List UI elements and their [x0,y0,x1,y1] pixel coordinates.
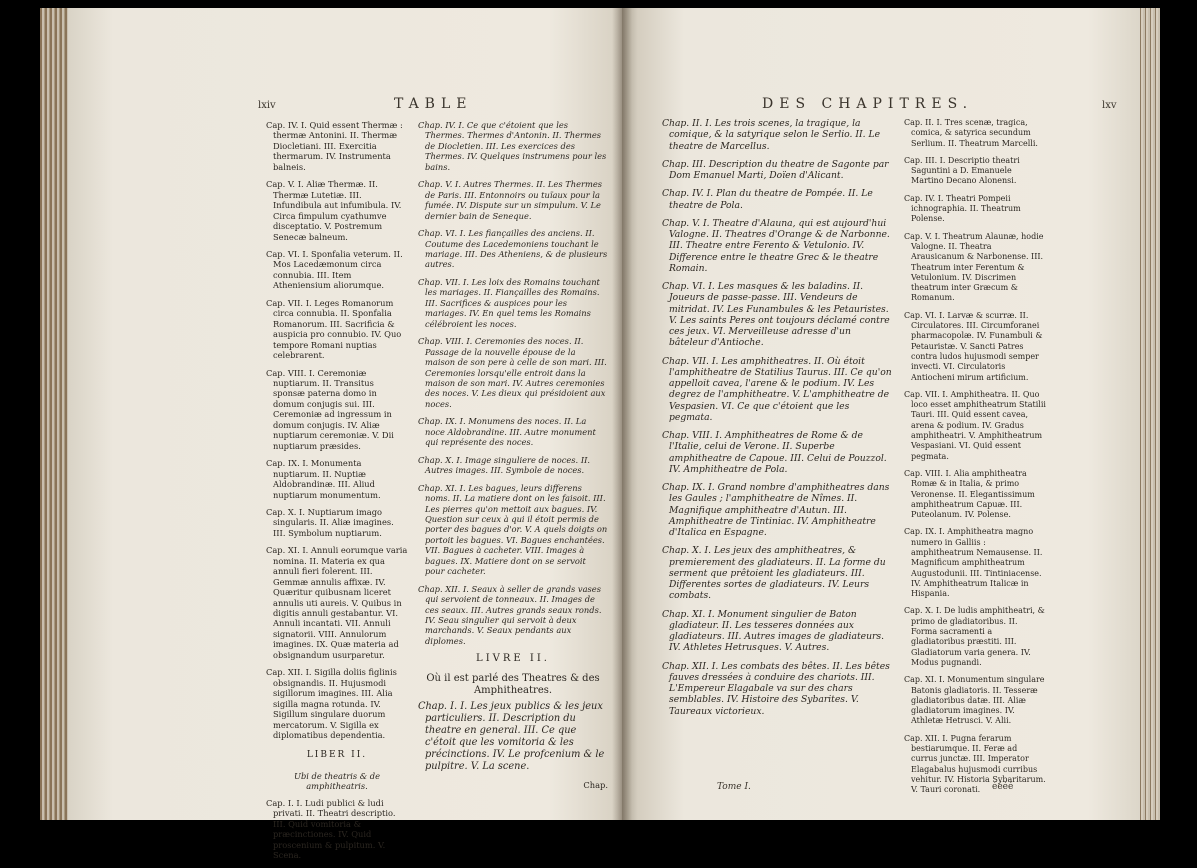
left-latin-entry: Cap. VII. I. Leges Romanorum circa connubia. II. Sponfalia Romanorum. III. Sacrificia & auspicia pro connubio. IV. Quo tempore Romani nuptias celebrarent. [266,297,402,361]
right-latin-entry: Cap. V. I. Theatrum Alaunæ, hodie Valogne. II. Theatra Arausicanum & Narbonense. III. Theatrum inter Ferentum & Vetulonium. IV. Discrimen theatrum inter Græcum & Romanum. [904,231,1044,303]
left-french-entry: Chap. VI. I. Les fiançailles des anciens. II. Coutume des Lacedemoniens touchant le mariage. III. Des Atheniens, & de plusieurs autres. [418,228,608,270]
right-latin-entry: Cap. II. I. Tres scenæ, tragica, comica, & satyrica secundum Serlium. II. Theatrum Marcelli. [904,118,1038,148]
left-french-entry: Chap. VII. I. Les loix des Romains touchant les mariages. II. Fiançailles des Romains. III. Sacrifices & auspices pour les mariages. IV. En quel tems les Romains célébroient les noces. [418,276,600,329]
right-latin-entry: Cap. VIII. I. Alia amphitheatra Romæ & in Italia, & primo Veronense. II. Elegantissimum amphitheatrum Capuæ. III. Puteolanum. IV. Polense. [904,468,1035,520]
left-french-entry: Chap. I. I. Les jeux publics & les jeux particuliers. II. Description du theatre en general. III. Ce que c'étoit que les vomitoria & les précinctions. IV. Le profcenium & le pulpitre. V. La scene. [418,700,605,772]
right-running-title: DES CHAPITRES. [762,96,974,112]
left-latin-column [266,120,408,868]
left-french-entry: Chap. XI. I. Les bagues, leurs differens noms. II. La matiere dont on les faisoit. III. Les pierres qu'on mettoit aux bagues. IV. Question sur ceux à qui il étoit permis de porter des bagues d'or. V. A quels doigts on portoit les bagues. VI. Bagues enchantées. VII. Bagues à cacheter. VIII. Images à bagues. IX. Matiere dont on se servoit pour cacheter. [418,482,608,577]
right-french-column [662,118,892,724]
right-french-entry: Chap. XII. I. Les combats des bêtes. II. Les bêtes fauves dressées à conduire des chariots. III. L'Empereur Elagabale va sur des chars semblables. IV. Histoire des Sybarites. V. Taureaux victorieux. [662,660,890,717]
right-latin-entry: Cap. IV. I. Theatri Pompeii ichnographia. II. Theatrum Polense. [904,193,1021,224]
right-page-edges [1138,8,1160,820]
tome-label: Tome I. [717,782,751,792]
livre-subheading: Où il est parlé des Theatres & des Amphitheatres. [426,672,600,696]
left-french-entry: Chap. X. I. Image singuliere de noces. II. Autres images. III. Symbole de noces. [418,454,591,476]
left-french-entry: Chap. IX. I. Monumens des noces. II. La noce Aldobrandine. III. Autre monument qui représente des noces. [418,416,596,448]
left-latin-entry: Cap. V. I. Aliæ Thermæ. II. Thermæ Lutetiæ. III. Infundibula aut infumibula. IV. Circa fimpulum cyathumve disceptatio. V. Postremum Senecæ balneum. [266,179,402,242]
left-latin-entry: Cap. I. I. Ludi publici & ludi privati. II. Theatri descriptio. III. Quid vomitoria & præcinctiones. IV. Quid proscenium & pulpitum. V. Scena. [266,797,396,861]
right-french-entry: Chap. VII. I. Les amphitheatres. II. Où étoit l'amphitheatre de Statilius Taurus. III. Ce qu'on appelloit cavea, l'arene & le podium. IV. Les degrez de l'amphitheatre. V. L'amphitheatre de Vespasien. VI. Ce que c'étoient que les pegmata. [662,355,892,423]
right-french-entry: Chap. XI. I. Monument singulier de Baton gladiateur. II. Les tesseres données aux gladiateurs. III. Autres images de gladiateurs. IV. Athletes Hetrusques. V. Autres. [662,608,885,654]
left-french-entry: Chap. V. I. Autres Thermes. II. Les Thermes de Paris. III. Entonnoirs ou tuïaux pour la fumée. IV. Dispute sur un simpulum. V. Le dernier bain de Seneque. [418,179,603,221]
right-latin-entry: Cap. XI. I. Monumentum singulare Batonis gladiatoris. II. Tesseræ gladiatoribus datæ. III. Aliæ gladiatorum imagines. IV. Athletæ Hetrusci. V. Alii. [904,675,1045,726]
left-french-column [418,120,608,790]
right-latin-entry: Cap. XII. I. Pugna ferarum bestiarumque. II. Feræ ad currus junctæ. III. Imperator Elagabalus hujusmodi curribus vehitur. IV. Historia Sybaritarum. V. Tauri coronati. [904,733,1046,795]
right-latin-column [904,118,1046,803]
right-french-entry: Chap. V. I. Theatre d'Alauna, qui est aujourd'hui Valogne. II. Theatres d'Orange & de Narbonne. III. Theatre entre Ferento & Vetulonio. IV. Difference entre le theatre Grec & le theatre Romain. [662,217,890,274]
left-latin-entry: Cap. VIII. I. Ceremoniæ nuptiarum. II. Transitus sponsæ paterna domo in domum conjugis sui. III. Ceremoniæ ad ingressum in domum conjugis. IV. Aliæ nuptiarum ceremoniæ. V. Dii nuptiarum præsides. [266,367,394,451]
right-latin-entry: Cap. VI. I. Larvæ & scurræ. II. Circulatores. III. Circumforanei pharmacopolæ. IV. Funambuli & Petauristæ. V. Sancti Patres contra ludos hujusmodi semper invecti. VI. Circulatoris Antiocheni mirum artificium. [904,310,1043,382]
right-french-entry: Chap. II. I. Les trois scenes, la tragique, la comique, & la satyrique selon le Serlio. II. Le theatre de Marcellus. [662,118,881,152]
right-french-entry: Chap. IV. I. Plan du theatre de Pompée. II. Le theatre de Pola. [662,188,873,211]
left-french-entry: Chap. IV. I. Ce que c'étoient que les Thermes. Thermes d'Antonin. II. Thermes de Diocletien. III. Les exercices des Thermes. IV. Quelques instrumens pour les bains. [418,120,607,172]
right-french-entry: Chap. VI. I. Les masques & les baladins. II. Joueurs de passe-passe. III. Vendeurs de mitridat. IV. Les Funambules & les Petauristes. V. Les saints Peres ont toujours déclamé contre ces jeux. VI. Merveilleuse adresse d'un bâteleur d'Antioche. [662,281,890,349]
right-latin-entry: Cap. X. I. De ludis amphitheatri, & primo de gladiatoribus. II. Forma sacramenti a gladiatoribus præstiti. III. Gladiatorum varia genera. IV. Modus pugnandi. [904,606,1045,667]
right-latin-entry: Cap. VII. I. Amphitheatra. II. Quo loco esset amphitheatrum Statilii Tauri. III. Quid essent cavea, arena & podium. IV. Gradus amphitheatri. V. Amphitheatrum Vespasiani. VI. Quid essent pegmata. [904,389,1046,461]
left-latin-entry: Cap. IX. I. Monumenta nuptiarum. II. Nuptiæ Aldobrandinæ. III. Aliud nuptiarum monumentum. [266,458,381,500]
gutter-shadow [612,8,632,820]
book-spread [40,8,1160,861]
right-french-entry: Chap. IX. I. Grand nombre d'amphitheatres dans les Gaules ; l'amphitheatre de Nîmes. II. Magnifique amphitheatre d'Autun. III. Amphitheatre de Tintiniac. IV. Amphitheatre d'Italica en Espagne. [662,482,890,538]
livre-heading: LIVRE II. [476,653,550,665]
left-folio: lxiv [258,100,276,111]
left-running-title: TABLE [394,96,473,112]
left-french-entry: Chap. XII. I. Seaux à seller de grands vases qui servoient de tonneaux. II. Images de ces seaux. III. Autres grands seaux ronds. IV. Seau singulier qui servoit à deux marchands. V. Seaux pendants aux diplomes. [418,583,602,646]
right-folio: lxv [1102,100,1117,111]
left-latin-entry: Cap. IV. I. Quid essent Thermæ : thermæ Antonini. II. Thermæ Diocletiani. III. Exercitia thermarum. IV. Instrumenta balneis. [266,120,403,172]
liber-heading: LIBER II. [306,750,368,761]
left-french-entry: Chap. VIII. I. Ceremonies des noces. II. Passage de la nouvelle épouse de la maison de son pere à celle de son mari. III. Ceremonies lorsqu'elle entroit dans la maison de son mari. IV. Autres ceremonies des noces. V. Les dieux qui présidoient aux noces. [418,336,607,409]
signature-mark: éééé [992,782,1014,792]
catchword: Chap. [583,779,608,790]
left-latin-entry: Cap. XII. I. Sigilla doliis figlinis obsignandis. II. Hujusmodi sigillorum imagines. III. Alia sigilla magna rotunda. IV. Sigillum singulare duorum mercatorum. V. Sigilla ex diplomatibus dependentia. [266,667,397,741]
liber-subheading: Ubi de theatris & de amphitheatris. [293,770,381,792]
right-latin-entry: Cap. IX. I. Amphitheatra magno numero in Galliis : amphitheatrum Nemausense. II. Magnificum amphitheatrum Augustodunii. III. Tintiniacense. IV. Amphitheatrum Italicæ in Hispania. [904,527,1043,599]
right-french-entry: Chap. X. I. Les jeux des amphitheatres, & premierement des gladiateurs. II. La forme du serment que prêtoient les gladiateurs. III. Differentes sortes de gladiateurs. IV. Leurs combats. [662,545,886,602]
right-latin-entry: Cap. III. I. Descriptio theatri Saguntini a D. Emanuele Martino Decano Alonensi. [904,155,1020,186]
left-latin-entry: Cap. VI. I. Sponfalia veterum. II. Mos Lacedæmonum circa connubia. III. Item Atheniensium aliorumque. [266,248,403,291]
right-french-entry: Chap. III. Description du theatre de Sagonte par Dom Emanuel Marti, Doïen d'Alicant. [662,158,889,181]
left-latin-entry: Cap. XI. I. Annuli eorumque varia nomina. II. Materia ex qua annuli fieri folerent. III. Gemmæ annulis affixæ. IV. Quæritur quibusnam liceret annulis uti aureis. V. Quibus in digitis annuli gestabantur. VI. Annuli incantati. VII. Annuli signatorii. VIII. Annulorum imagines. IX. Quæ materia ad obsignandum usurparetur. [266,545,408,660]
left-page [68,8,634,861]
left-page-edges [40,8,70,820]
right-french-entry: Chap. VIII. I. Amphitheatres de Rome & de l'Italie, celui de Verone. II. Superbe amphitheatre de Capoue. III. Celui de Pouzzol. IV. Amphitheatre de Pola. [662,430,887,475]
right-page [622,8,1140,820]
left-latin-entry: Cap. X. I. Nuptiarum imago singularis. II. Aliæ imagines. III. Symbolum nuptiarum. [266,506,394,538]
